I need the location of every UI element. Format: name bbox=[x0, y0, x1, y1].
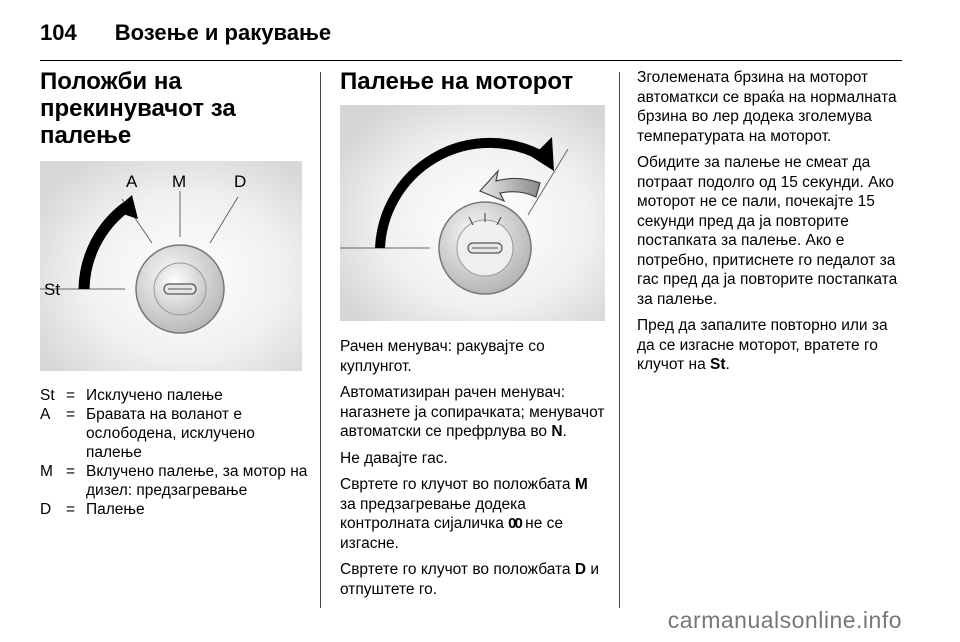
legend-row: M = Вклучено палење, за мотор на дизел: предзагревање bbox=[40, 463, 308, 499]
engine-start-figure bbox=[340, 105, 605, 321]
paragraph: Свртете го клучот во положбата D и отпуштете го. bbox=[340, 561, 600, 598]
paragraph: Свртете го клучот во положбата M за предзагревање додека контролната сијаличка 00 не се изгасне. bbox=[340, 476, 588, 552]
paragraph: Зголемената брзина на моторот автоматкси се враќа на нормалната брзина во лер додека зголемува температурата на моторот. bbox=[637, 69, 897, 145]
label-d: D bbox=[234, 172, 247, 191]
label-a: A bbox=[126, 172, 138, 191]
paragraph: Обидите за палење не смеат да потраат подолго од 15 секунди. Ако моторот не се пали, почекајте 15 секунди пред да ја повторите постапката за палење. Ако е потребно, притиснете го педалот за гас пред да ја повторите постапката за палење. bbox=[637, 154, 898, 308]
section-heading-ignition-positions: Положби на прекинувачот за палење bbox=[40, 68, 236, 149]
label-m: M bbox=[172, 172, 187, 191]
legend-row: St = Исклучено палење bbox=[40, 387, 223, 404]
page-number: 104 bbox=[40, 20, 77, 45]
paragraph: Автоматизиран рачен менувач: нагазнете ја сопирачката; менувачот автоматски се префрлува во N. bbox=[340, 384, 605, 440]
column-divider bbox=[619, 72, 620, 608]
column-continued-text bbox=[637, 68, 905, 382]
legend-row: D = Палење bbox=[40, 501, 145, 518]
page-header bbox=[40, 20, 331, 50]
engine-start-illustration bbox=[340, 105, 605, 321]
column-starting-engine bbox=[340, 68, 605, 606]
paragraph: Рачен менувач: ракувајте со куплунгот. bbox=[340, 338, 545, 375]
legend-row: A = Бравата на воланот е ослободена, исклучено палење bbox=[40, 406, 255, 461]
ignition-positions-figure bbox=[40, 161, 302, 371]
chapter-title: Возење и ракување bbox=[114, 20, 332, 45]
paragraph: Пред да запалите повторно или за да се изгасне моторот, вратете го клучот на St. bbox=[637, 317, 888, 373]
column-divider bbox=[320, 72, 321, 608]
ignition-positions-legend bbox=[40, 386, 308, 519]
header-rule bbox=[40, 60, 902, 61]
glow-plug-indicator-icon: 00 bbox=[508, 515, 521, 532]
paragraph: Не давајте гас. bbox=[340, 449, 448, 467]
label-st: St bbox=[44, 280, 61, 299]
column-ignition-positions bbox=[40, 68, 308, 519]
ignition-switch-illustration bbox=[40, 161, 302, 371]
watermark: carmanualsonline.info bbox=[667, 607, 902, 633]
section-heading-starting-engine: Палење на моторот bbox=[340, 68, 574, 95]
starting-engine-text bbox=[340, 337, 605, 599]
